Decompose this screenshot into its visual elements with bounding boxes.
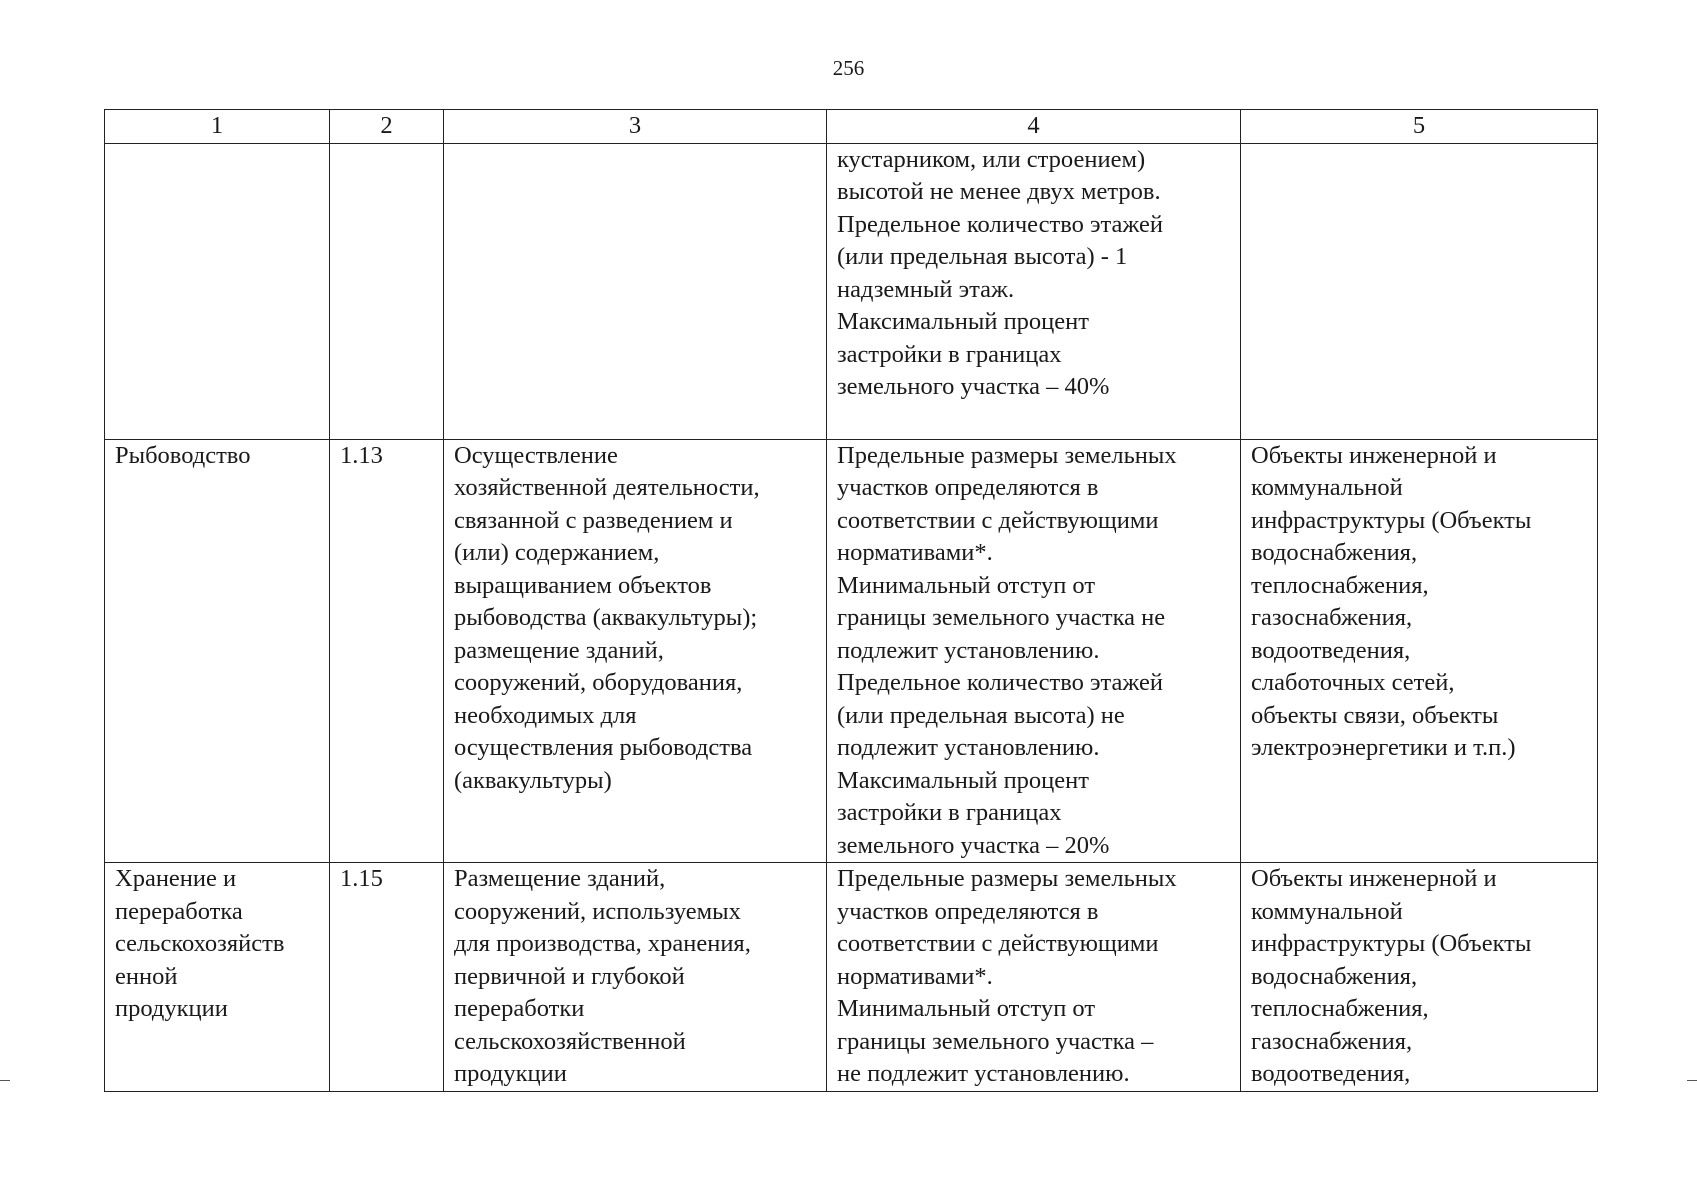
use-objects: Объекты инженерной и коммунальной инфраструктуры (Объекты водоснабжения, теплоснабжения, газоснабжения, водоотведения, [1251, 865, 1532, 1087]
use-name-cell [105, 143, 330, 439]
right-scan-mark [1687, 1080, 1697, 1081]
use-name-cell [105, 439, 330, 863]
table-row [105, 439, 1598, 863]
use-description: Размещение зданий, сооружений, используемых для производства, хранения, первичной и глубокой переработки сельскохозяйственной продукции [454, 865, 751, 1087]
use-objects-cell [1241, 439, 1598, 863]
use-name-cell [105, 863, 330, 1092]
use-parameters: Предельные размеры земельных участков определяются в соответствии с действующими нормативами*. Минимальный отступ от границы земельного участка – не подлежит установлению. [837, 865, 1177, 1087]
use-description: Осуществление хозяйственной деятельности, связанной с разведением и (или) содержанием, выращиванием объектов рыбоводства (аквакультуры); размещение зданий, сооружений, оборудования, необходимых для осуществления рыбоводства (аквакультуры) [454, 441, 760, 794]
use-name: Хранение и переработка сельскохозяйств енной продукции [115, 865, 285, 1022]
use-code: 1.15 [340, 865, 383, 892]
use-objects-cell [1241, 863, 1598, 1092]
use-parameters: кустарником, или строением) высотой не менее двух метров. Предельное количество этажей (или предельная высота) - 1 надземный этаж. Максимальный процент застройки в границах земельного участка – 40% [837, 145, 1163, 400]
use-name: Рыбоводство [115, 441, 251, 469]
header-col-1: 1 [105, 110, 330, 144]
use-parameters: Предельные размеры земельных участков определяются в соответствии с действующими нормативами*. Минимальный отступ от границы земельного участка не подлежит установлению. Предельное количество этажей (или предельная высота) не подлежит установлению. Максимальный процент застройки в границах земельного участка – 20% [837, 441, 1177, 859]
use-code-cell [330, 863, 444, 1092]
table-row [105, 143, 1598, 439]
use-code-cell [330, 439, 444, 863]
header-col-5: 5 [1241, 110, 1598, 144]
header-row [105, 110, 1598, 144]
use-parameters-cell [827, 863, 1241, 1092]
use-code-cell [330, 143, 444, 439]
header-col-2: 2 [330, 110, 444, 144]
use-description-cell [444, 439, 827, 863]
left-scan-mark [0, 1080, 10, 1081]
header-col-4: 4 [827, 110, 1241, 144]
page-number: 256 [832, 56, 865, 80]
header-col-3: 3 [444, 110, 827, 144]
use-code: 1.13 [340, 441, 383, 469]
use-description-cell [444, 863, 827, 1092]
table-row [105, 863, 1598, 1092]
use-objects: Объекты инженерной и коммунальной инфраструктуры (Объекты водоснабжения, теплоснабжения, газоснабжения, водоотведения, слаботочных сетей, объекты связи, объекты электроэнергетики и т.п.) [1251, 441, 1532, 761]
use-description-cell [444, 143, 827, 439]
use-objects-cell [1241, 143, 1598, 439]
use-parameters-cell [827, 143, 1241, 439]
use-parameters-cell [827, 439, 1241, 863]
land-use-table [104, 109, 1598, 1092]
